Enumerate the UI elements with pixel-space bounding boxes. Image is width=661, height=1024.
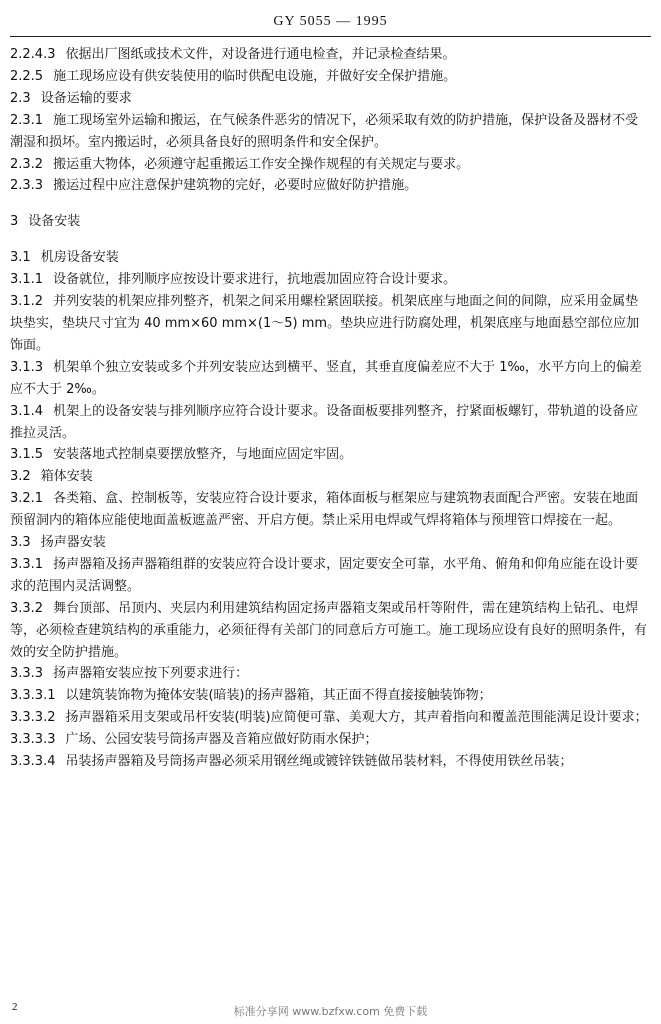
clause-number: 3.1.1 xyxy=(10,272,44,288)
clause-paragraph xyxy=(10,444,651,466)
clause-text: 设备就位，排列顺序应按设计要求进行，抗地震加固应符合设计要求。 xyxy=(53,272,457,288)
clause-text: 设备安装 xyxy=(28,214,81,230)
clause-paragraph xyxy=(10,211,651,233)
clause-paragraph xyxy=(10,488,651,532)
clause-paragraph xyxy=(10,247,651,269)
clause-paragraph xyxy=(10,175,651,197)
document-header: GY 5055 — 1995 xyxy=(273,14,388,29)
document-body xyxy=(10,44,651,773)
clause-number: 3.3.2 xyxy=(10,600,44,616)
clause-number: 2.2.5 xyxy=(10,68,44,84)
clause-text: 搬运过程中应注意保护建筑物的完好，必要时应做好防护措施。 xyxy=(53,178,418,194)
clause-number: 2.2.4.3 xyxy=(10,47,56,62)
clause-text: 以建筑装饰物为掩体安装(暗装)的扬声器箱，其正面不得直接接触装饰物； xyxy=(65,688,492,704)
clause-number: 3.1.5 xyxy=(10,447,44,463)
clause-paragraph xyxy=(10,751,651,773)
watermark-text: 标准分享网 www.bzfxw.com 免费下载 xyxy=(233,1005,428,1018)
clause-number: 3.1 xyxy=(10,250,31,266)
clause-text: 扬声器箱及扬声器箱组群的安装应符合设计要求，固定要安全可靠，水平角、俯角和仰角应能在设计要求的范围内灵活调整。 xyxy=(10,556,639,594)
clause-text: 扬声器箱安装应按下列要求进行： xyxy=(53,666,249,682)
clause-number: 3.1.4 xyxy=(10,403,44,419)
page-number: 2 xyxy=(12,1001,18,1013)
clause-text: 各类箱、盒、控制板等，安装应符合设计要求，箱体面板与框架应与建筑物表面配合严密。安装在地面预留洞内的箱体应能使地面盖板遮盖严密、开启方便。禁止采用电焊或气焊将箱体与预埋管口焊接在一起。 xyxy=(10,491,639,529)
clause-text: 设备运输的要求 xyxy=(40,90,132,106)
clause-paragraph xyxy=(10,88,651,110)
clause-paragraph xyxy=(10,154,651,176)
clause-number: 2.3.2 xyxy=(10,156,44,172)
clause-paragraph xyxy=(10,663,651,685)
clause-paragraph xyxy=(10,532,651,554)
clause-text: 安装落地式控制桌要摆放整齐，与地面应固定牢固。 xyxy=(53,447,353,463)
clause-number: 3.3.1 xyxy=(10,556,44,572)
clause-paragraph xyxy=(10,44,651,66)
clause-paragraph xyxy=(10,554,651,598)
clause-text: 机架单个独立安装或多个并列安装应达到横平、竖直，其垂直度偏差应不大于 1‰，水平方向上的偏差应不大于 2‰。 xyxy=(10,359,642,397)
clause-paragraph xyxy=(10,269,651,291)
clause-text: 施工现场室外运输和搬运，在气候条件恶劣的情况下，必须采取有效的防护措施，保护设备及器材不受潮湿和损坏。室内搬运时，必须具备良好的照明条件和安全保护。 xyxy=(10,112,639,150)
clause-number: 3.3.3.4 xyxy=(10,754,56,770)
clause-number: 3.1.3 xyxy=(10,359,44,375)
clause-paragraph xyxy=(10,401,651,445)
clause-text: 箱体安装 xyxy=(40,469,93,485)
clause-paragraph xyxy=(10,357,651,401)
clause-paragraph xyxy=(10,685,651,707)
clause-number: 2.3 xyxy=(10,90,31,106)
clause-text: 并列安装的机架应排列整齐，机架之间采用螺栓紧固联接。机架底座与地面之间的间隙，应采用金属垫块垫实，垫块尺寸宜为 40 mm×60 mm×(1～5) mm。垫块应进行防腐处理，机架底座与地面悬空部位应加饰面。 xyxy=(10,294,640,353)
clause-text: 广场、公园安装号筒扬声器及音箱应做好防雨水保护； xyxy=(65,732,378,748)
clause-paragraph xyxy=(10,598,651,664)
clause-text: 机架上的设备安装与排列顺序应符合设计要求。设备面板要排列整齐，拧紧面板螺钉，带轨道的设备应推拉灵活。 xyxy=(10,403,639,441)
clause-text: 依据出厂图纸或技术文件，对设备进行通电检查，并记录检查结果。 xyxy=(65,47,456,62)
clause-text: 舞台顶部、吊顶内、夹层内利用建筑结构固定扬声器箱支架或吊杆等附件，需在建筑结构上钻孔、电焊等，必须检查建筑结构的承重能力，必须征得有关部门的同意后方可施工。施工现场应设有良好的照明条件，有效的安全防护措施。 xyxy=(10,600,648,660)
section-gap xyxy=(10,233,651,247)
clause-text: 施工现场应设有供安装使用的临时供配电设施，并做好安全保护措施。 xyxy=(53,68,457,84)
clause-text: 扬声器箱采用支架或吊杆安装(明装)应简便可靠、美观大方，其声着指向和覆盖范围能满足设计要求； xyxy=(65,710,648,726)
clause-number: 3.3.3.3 xyxy=(10,732,56,748)
clause-paragraph xyxy=(10,291,651,357)
clause-number: 3.3.3 xyxy=(10,666,44,682)
clause-number: 3.3.3.2 xyxy=(10,710,56,726)
clause-text: 搬运重大物体，必须遵守起重搬运工作安全操作规程的有关规定与要求。 xyxy=(53,156,470,172)
clause-text: 吊装扬声器箱及号筒扬声器必须采用钢丝绳或镀锌铁链做吊装材料，不得使用铁丝吊装； xyxy=(65,754,573,770)
clause-number: 3.2 xyxy=(10,469,31,485)
clause-number: 3.1.2 xyxy=(10,294,44,310)
clause-number: 3.2.1 xyxy=(10,491,44,507)
clause-text: 机房设备安装 xyxy=(40,250,119,266)
clause-number: 3.3 xyxy=(10,535,31,551)
clause-paragraph xyxy=(10,466,651,488)
header-rule xyxy=(10,36,651,37)
clause-number: 3 xyxy=(10,214,19,230)
clause-number: 2.3.1 xyxy=(10,112,44,128)
clause-text: 扬声器安装 xyxy=(40,535,106,551)
clause-number: 3.3.3.1 xyxy=(10,688,56,704)
section-gap xyxy=(10,197,651,211)
clause-paragraph xyxy=(10,707,651,729)
clause-paragraph xyxy=(10,66,651,88)
clause-paragraph xyxy=(10,110,651,154)
clause-number: 2.3.3 xyxy=(10,178,44,194)
clause-paragraph xyxy=(10,729,651,751)
